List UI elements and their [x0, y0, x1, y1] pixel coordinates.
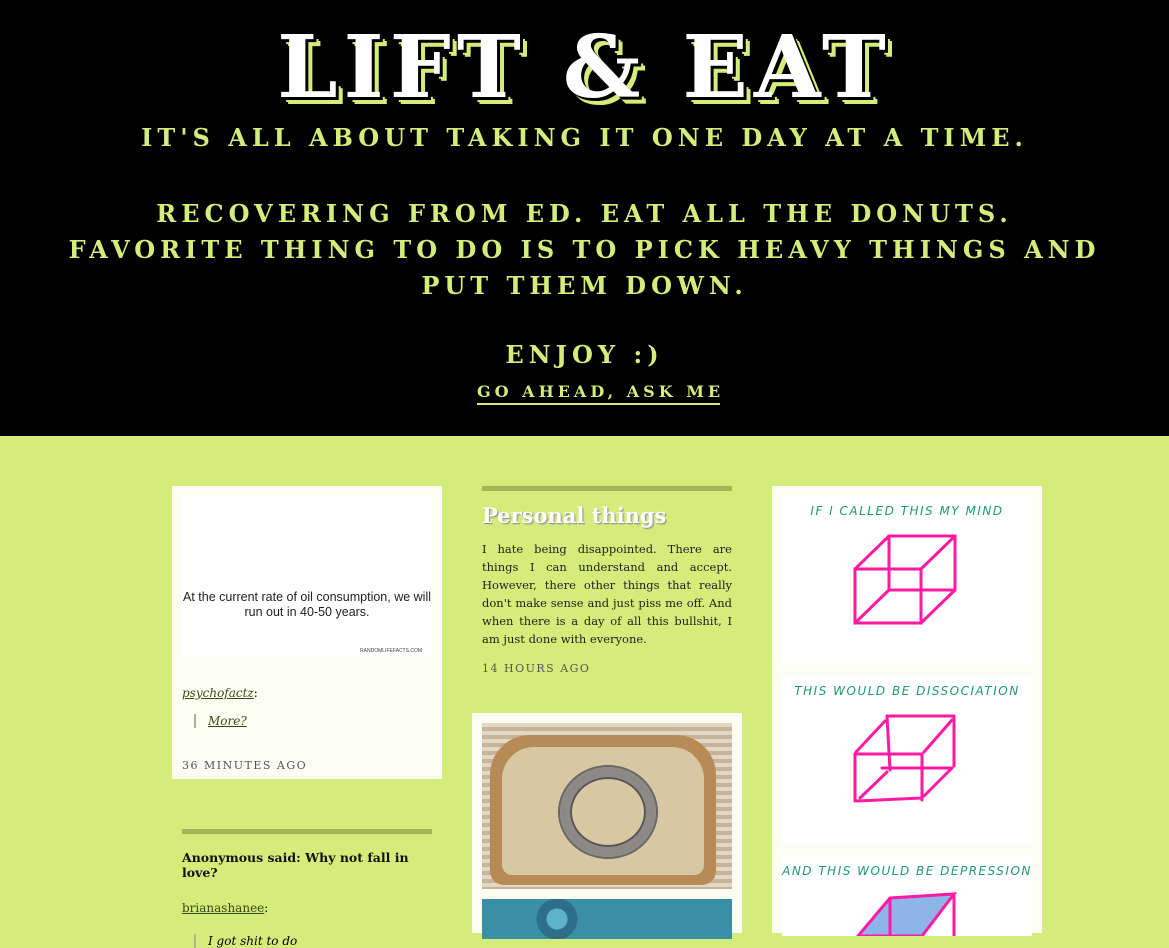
panel-caption: AND THIS WOULD BE DEPRESSION [782, 864, 1032, 878]
post-image[interactable] [182, 496, 432, 656]
ask-question: Anonymous said: Why not fall in love? [182, 850, 409, 880]
blog-description [0, 196, 1169, 304]
panel-caption: THIS WOULD BE DISSOCIATION [794, 684, 1020, 698]
blog-tagline: IT'S ALL ABOUT TAKING IT ONE DAY AT A TIME. [141, 123, 1028, 152]
bread-photo[interactable] [482, 723, 732, 889]
post-source [182, 682, 258, 701]
photo-post-oil [172, 486, 442, 779]
ask-answer: I got shit to do [194, 934, 432, 948]
broken-cube-drawing [782, 676, 1032, 844]
image-text: At the current rate of oil consumption, we will run out in 40-50 years. [182, 590, 432, 619]
metal-ring [560, 767, 656, 857]
ask-post [182, 829, 432, 948]
bread-crumb [502, 747, 704, 875]
image-credit: RANDOMLIFEFACTS.COM [360, 648, 422, 654]
source-link[interactable]: psychofactz [182, 686, 254, 700]
blog-header [0, 0, 1169, 436]
comic-panel-mind[interactable] [782, 496, 1032, 664]
bread-slice [490, 735, 716, 885]
post-timestamp[interactable]: 36 MINUTES AGO [182, 759, 308, 772]
description-line: PUT THEM DOWN. [421, 271, 748, 300]
post-timestamp[interactable]: 14 HOURS AGO [482, 662, 591, 675]
post-title[interactable]: Personal things [482, 503, 667, 528]
more-link[interactable]: More? [208, 714, 247, 728]
comic-panel-dissociation[interactable] [782, 676, 1032, 844]
cube-drawing [782, 496, 1032, 664]
second-photo[interactable] [482, 899, 732, 939]
source-colon: : [253, 686, 258, 700]
photoset-post [472, 713, 742, 933]
description-line: RECOVERING FROM ED. EAT ALL THE DONUTS. [156, 199, 1013, 228]
post-divider [182, 829, 432, 834]
answerer-colon: : [264, 901, 269, 915]
post-body: I hate being disappointed. There are things I can understand and accept. However, there other things that really don't make sense and just piss me off. And when there is a day of all this bullshit, I am just done with everyone. [482, 542, 732, 646]
text-post [482, 486, 732, 675]
post-quote [194, 714, 247, 728]
description-line: FAVORITE THING TO DO IS TO PICK HEAVY THINGS AND [68, 235, 1101, 264]
ask-me-link[interactable]: GO AHEAD, ASK ME [477, 382, 720, 405]
comic-panel-depression[interactable] [782, 856, 1032, 936]
answerer-link[interactable]: brianashanee [182, 901, 265, 915]
answerer [182, 897, 432, 916]
post-divider [482, 486, 732, 491]
comic-post [772, 486, 1042, 933]
panel-caption: IF I CALLED THIS MY MIND [810, 504, 1004, 518]
blog-title[interactable]: LIFT & EAT [277, 17, 892, 118]
enjoy-text: ENJOY :) [505, 340, 664, 369]
